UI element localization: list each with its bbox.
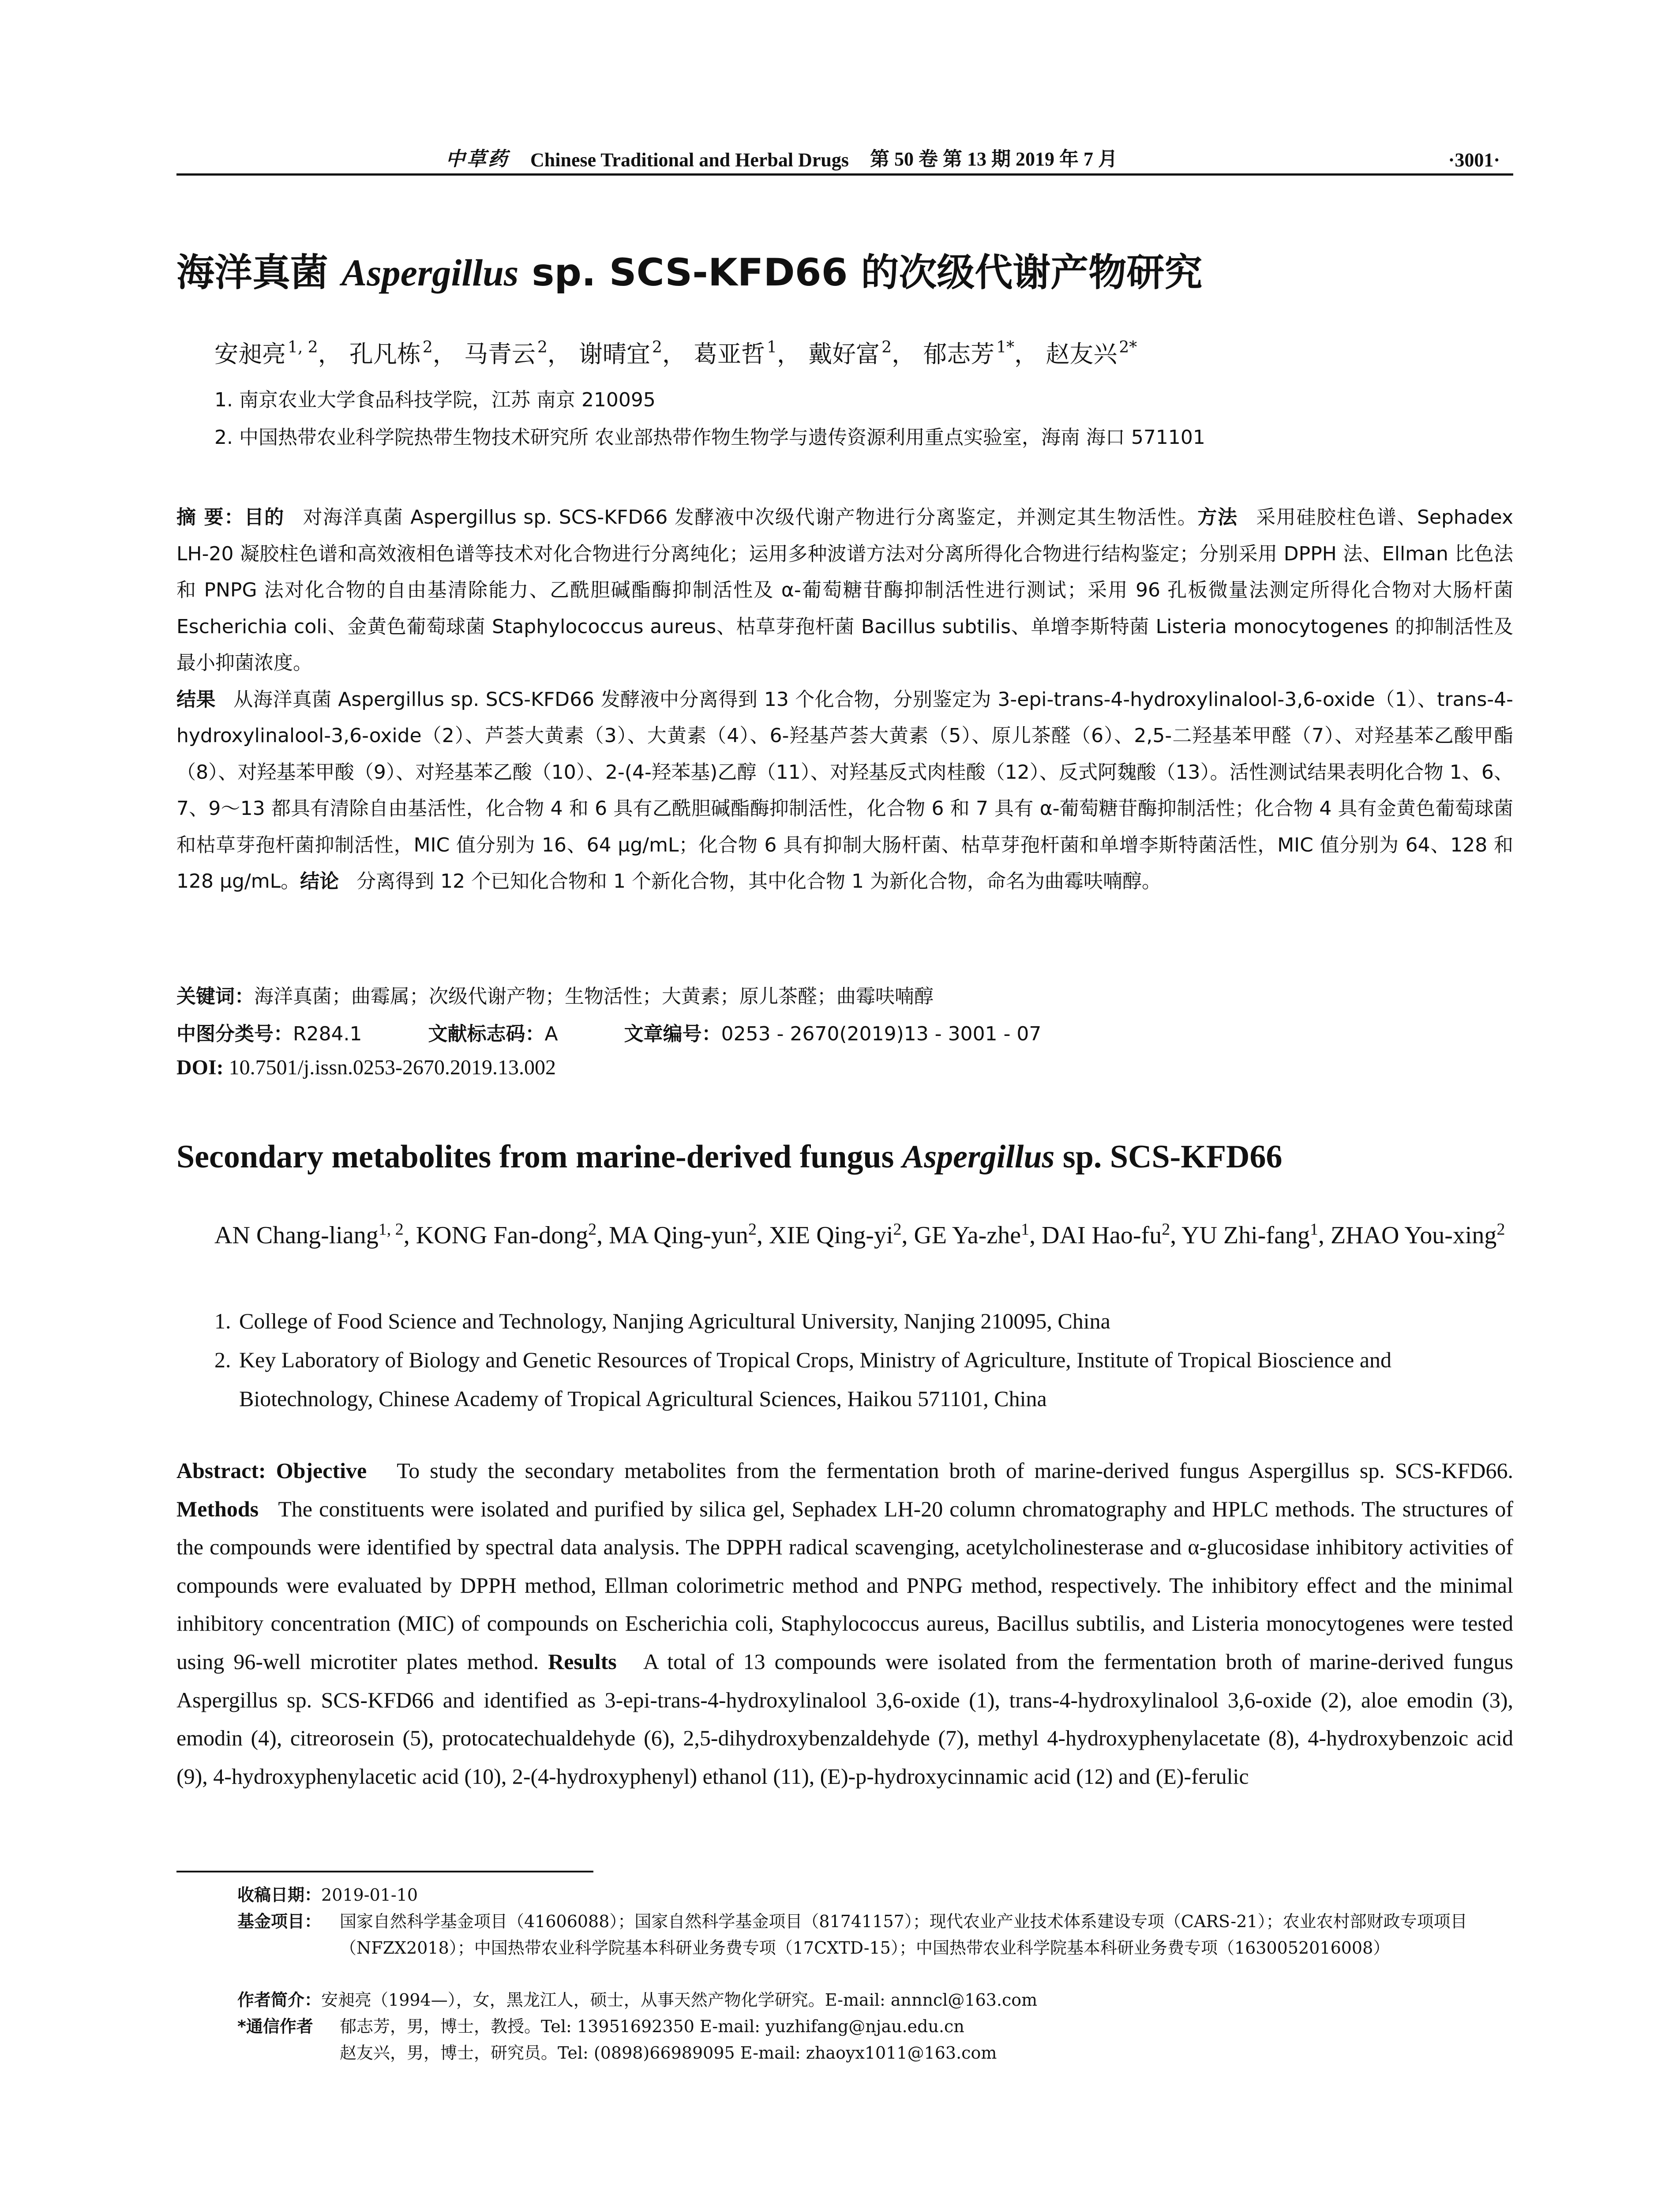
author-en-affil: 2 [1496,1220,1505,1239]
author-list-cn: 安昶亮 $^{1, 2}$， 孔凡栋 $^2$， 马青云 $^2$， 谢晴宜 $^2$， 葛亚哲 $^1$， 戴好富 $^2$， 郁志芳 $^{1*}$， 赵友兴 $^{2*}$ [214,338,1137,368]
title-en-genus: Aspergillus [902,1139,1055,1175]
objective-label-en: Objective [276,1458,367,1483]
affiliation-en-1 [214,1302,1513,1340]
author-cn: 安昶亮 [214,340,286,368]
methods-text-en: The constituents were isolated and purified by silica gel, Sephadex LH-20 column chromatography and HPLC methods. The structures of the compounds were identified by spectral data analysis. The DPPH radical scavenging, acetylcholinesterase and α-glucosidase inhibitory activities of compounds were evaluated by DPPH method, Ellman colorimetric method and PNPG method, respectively. The inhibitory effect and the minimal inhibitory concentration (MIC) of compounds on Escherichia coli, Staphylococcus aureus, Bacillus subtilis, and Listeria monocytogenes were tested using 96-well microtiter plates method. [176,1496,1513,1674]
footnote-received [237,1882,1512,1908]
affiliation-en-text: Key Laboratory of Biology and Genetic Resources of Tropical Crops, Ministry of Agriculture, Institute of Tropical Bioscience and Biotechnology, Chinese Academy of Tropical Agricultural Sciences, Haikou 571101, China [239,1347,1392,1411]
author-cn-affil: 2 [881,338,892,356]
funding-label: 基金项目： [237,1912,322,1931]
author-en: MA Qing-yun [609,1222,748,1249]
author-en: ZHAO You-xing [1330,1222,1497,1249]
author-cn-affil: 2* [1119,338,1137,356]
affiliation-en-num: 2. [214,1347,231,1372]
author-en: AN Chang-liang [214,1222,379,1249]
title-cn-prefix: 海洋真菌 [176,251,341,295]
bio-value: 安昶亮（1994—），女，黑龙江人，硕士，从事天然产物化学研究。E-mail: annncl@163.com [321,1990,1038,2010]
issue-info: 第 50 卷 第 13 期 2019 年 7 月 [870,148,1118,170]
methods-text-cn: 采用硅胶柱色谱、Sephadex LH-20 凝胶柱色谱和高效液相色谱等技术对化合物进行分离纯化；运用多种波谱方法对分离所得化合物进行结构鉴定；分别采用 DPPH 法、Ellman 比色法和 PNPG 法对化合物的自由基清除能力、乙酰胆碱酯酶抑制活性及 α-葡萄糖苷酶抑制活性进行测试；采用 96 孔板微量法测定所得化合物对大肠杆菌 Escherichia coli、金黄色葡萄球菌 Staphylococcus aureus、枯草芽孢杆菌 Bacillus subtilis、单增李斯特菌 Listeria monocytogenes 的抑制活性及最小抑菌浓度。 [176,506,1514,674]
objective-text-en: To study the secondary metabolites from the fermentation broth of marine-derived fungus Aspergillus sp. SCS-KFD66. [397,1458,1513,1483]
author-list-en: AN Chang-liang$^{1, 2}$, KONG Fan-dong$^2$, MA Qing-yun$^2$, XIE Qing-$yi^2$, GE Ya-zhe$^1$, DAI Hao-$fu^2$, YU Zhi-fang$^1$, ZHAO You-xing$^2$ [214,1220,1505,1249]
footnote-rule [176,1871,593,1872]
abstract-cn-label: 摘 要： [176,506,244,529]
affiliation-cn-1: 1. 南京农业大学食品科技学院，江苏 南京 210095 [214,389,656,411]
author-en: XIE Qing-yi [769,1222,893,1249]
results-text-en: A total of 13 compounds were isolated from the fermentation broth of marine-derived fungus Aspergillus sp. SCS-KFD66 and identified as 3-epi-trans-4-hydroxylinalool 3,6-oxide (1), trans-4-hydroxylinalool 3,6-oxide (2), aloe emodin (3), emodin (4), citreorosein (5), protocatechualdehyde (6), 2,5-dihydroxybenzaldehyde (7), methyl 4-hydroxyphenylacetate (8), 4-hydroxybenzoic acid (9), 4-hydroxyphenylacetic acid (10), 2-(4-hydroxyphenyl) ethanol (11), (E)-p-hydroxycinnamic acid (12) and (E)-ferulic [176,1649,1513,1789]
author-cn: 郁志芳 [923,340,995,368]
doc-code-label: 文献标志码： [428,1023,545,1045]
corresponding-label: *通信作者 [237,2017,313,2036]
results-label-cn: 结果 [176,688,216,711]
author-en: KONG Fan-dong [416,1222,589,1249]
page-number: ·3001· [1448,149,1500,171]
author-cn: 赵友兴 [1046,340,1118,368]
author-cn: 马青云 [464,340,536,368]
doi-line [176,1055,556,1080]
abstract-en [176,1452,1513,1795]
author-en: GE Ya-zhe [914,1222,1021,1249]
article-title-cn [176,242,1202,296]
author-en-affil: 2 [893,1220,902,1239]
doi-value[interactable]: 10.7501/j.issn.0253-2670.2019.13.002 [229,1056,556,1079]
conclusion-label-cn: 结论 [300,870,339,893]
affiliation-en-2 [214,1340,1513,1418]
results-text-cn: 从海洋真菌 Aspergillus sp. SCS-KFD66 发酵液中分离得到 13 个化合物，分别鉴定为 3-epi-trans-4-hydroxylinalool-3,6-oxide（1）、trans-4-hydroxylinalool-3,6-oxide（2）、芦荟大黄素（3）、大黄素（4）、6-羟基芦荟大黄素（5）、原儿茶醛（6）、2,5-二羟基苯甲醛（7）、对羟基苯乙酸甲酯（8）、对羟基苯甲酸（9）、对羟基苯乙酸（10）、2-(4-羟苯基)乙醇（11）、对羟基反式肉桂酸（12）、反式阿魏酸（13）。活性测试结果表明化合物 1、6、7、9～13 都具有清除自由基活性，化合物 4 和 6 具有乙酰胆碱酯酶抑制活性，化合物 6 和 7 具有 α-葡萄糖苷酶抑制活性；化合物 4 具有金黄色葡萄球菌和枯草芽孢杆菌抑制活性，MIC 值分别为 16、64 μg/mL；化合物 6 具有抑制大肠杆菌、枯草芽孢杆菌和单增李斯特菌活性，MIC 值分别为 64、128 和 128 μg/mL。 [176,688,1513,893]
objective-label-cn: 目的 [244,506,285,529]
author-cn-affil: 2 [422,338,433,356]
author-cn-affil: 2 [652,338,662,356]
abstract-cn [176,499,1513,900]
doi-label: DOI: [176,1056,224,1079]
title-cn-suffix: sp. SCS-KFD66 的次级代谢产物研究 [518,251,1203,295]
corresponding-value-2: 赵友兴，男，博士，研究员。Tel: (0898)66989095 E-mail: zhaoyx1011@163.com [340,2043,997,2063]
keywords-cn [176,980,934,1009]
doc-code-value: A [544,1023,558,1045]
footnote-funding [237,1908,1512,1961]
author-en: YU Zhi-fang [1181,1222,1310,1249]
author-cn-affil: 1 [767,338,777,356]
title-cn-genus: Aspergillus [341,251,519,294]
author-cn-affil: 1* [996,338,1015,356]
journal-name-en: Chinese Traditional and Herbal Drugs [530,149,849,171]
keywords-value: 海洋真菌；曲霉属；次级代谢产物；生物活性；大黄素；原儿茶醛；曲霉呋喃醇 [254,985,934,1008]
title-en-suffix: sp. SCS-KFD66 [1054,1139,1282,1175]
affiliation-cn-2: 2. 中国热带农业科学院热带生物技术研究所 农业部热带作物生物学与遗传资源利用重点实验室，海南 海口 571101 [214,426,1205,449]
author-cn: 孔凡栋 [349,340,421,368]
classification-line [176,1018,1041,1046]
author-cn: 戴好富 [808,340,880,368]
title-en-prefix: Secondary metabolites from marine-derived fungus [176,1139,902,1175]
journal-name-cn: 中草药 [446,148,509,170]
author-en: DAI Hao-fu [1042,1222,1162,1249]
article-title-en [176,1138,1282,1176]
author-en-affil: 1, 2 [378,1220,404,1239]
author-cn-affil: 1, 2 [288,338,318,356]
clc-label: 中图分类号： [176,1023,293,1045]
received-value: 2019-01-10 [321,1885,418,1905]
bio-label: 作者简介： [237,1990,322,2010]
author-cn: 谢晴宜 [579,340,651,368]
clc-value: R284.1 [293,1023,362,1045]
author-cn: 葛亚哲 [694,340,765,368]
affiliation-en-text: College of Food Science and Technology, Nanjing Agricultural University, Nanjing 210095, China [239,1309,1110,1333]
corresponding-value-1: 郁志芳，男，博士，教授。Tel: 13951692350 E-mail: yuzhifang@njau.edu.cn [340,2017,964,2036]
footnote-author-bio [237,1987,1512,2013]
objective-text-cn: 对海洋真菌 Aspergillus sp. SCS-KFD66 发酵液中次级代谢产物进行分离鉴定，并测定其生物活性。 [302,506,1198,529]
received-label: 收稿日期： [237,1885,322,1905]
results-label-en: Results [548,1649,617,1674]
methods-label-cn: 方法 [1197,506,1238,529]
article-no-value: 0253 - 2670(2019)13 - 3001 - 07 [721,1023,1042,1045]
keywords-label: 关键词： [176,985,254,1008]
header-rule [176,173,1513,176]
abstract-en-label: Abstract: [176,1458,266,1483]
footnote-corresponding [237,2013,1512,2040]
footnote-corresponding-2 [237,2040,1512,2066]
author-en-affil: 1 [1309,1220,1318,1239]
author-en-affil: 1 [1021,1220,1030,1239]
conclusion-text-cn: 分离得到 12 个已知化合物和 1 个新化合物，其中化合物 1 为新化合物，命名为曲霉呋喃醇。 [356,870,1161,893]
affiliation-en-num: 1. [214,1309,231,1333]
methods-label-en: Methods [176,1496,259,1521]
running-header [176,140,1513,171]
author-en-affil: 2 [588,1220,597,1239]
author-en-affil: 2 [1162,1220,1170,1239]
article-no-label: 文章编号： [624,1023,721,1045]
funding-value: 国家自然科学基金项目（41606088）；国家自然科学基金项目（81741157）；现代农业产业技术体系建设专项（CARS-21）；农业农村部财政专项项目（NFZX2018）；中国热带农业科学院基本科研业务费专项（17CXTD-15）；中国热带农业科学院基本科研业务费专项（1630052016008） [340,1912,1467,1958]
author-en-affil: 2 [748,1220,757,1239]
author-cn-affil: 2 [537,338,548,356]
